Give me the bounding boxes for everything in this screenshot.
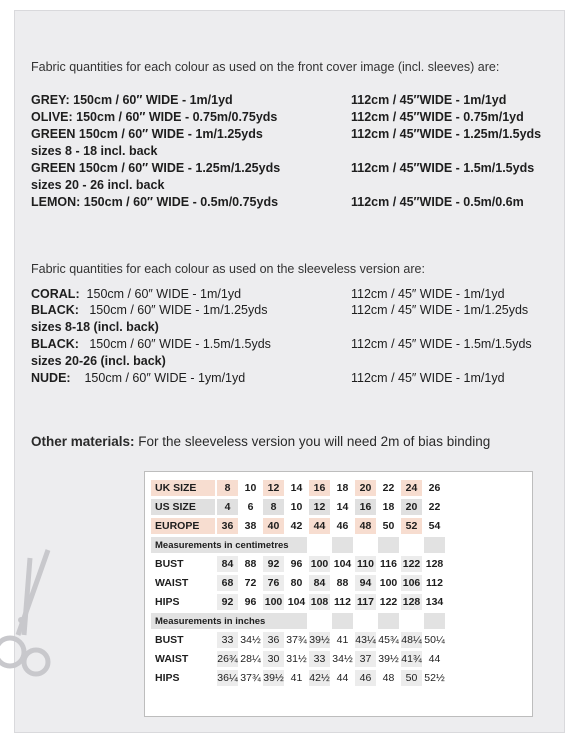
cm-measure-row bbox=[151, 575, 445, 591]
sleeveless-fabric-150 bbox=[31, 336, 271, 352]
measure-cell: 37 bbox=[355, 651, 376, 667]
size-cell: 12 bbox=[263, 480, 284, 496]
size-cell: 52 bbox=[401, 518, 422, 534]
size-cell: 8 bbox=[263, 499, 284, 515]
sleeveless-fabric-112: 112cm / 45″ WIDE - 1.5m/1.5yds bbox=[351, 337, 532, 351]
measure-cell: 88 bbox=[240, 556, 261, 572]
size-cell: 4 bbox=[217, 499, 238, 515]
measure-cell: 39½ bbox=[309, 634, 330, 646]
measure-label: WAIST bbox=[151, 575, 215, 591]
measure-cell: 42½ bbox=[309, 672, 330, 684]
front-fabric-150: LEMON: 150cm / 60″ WIDE - 0.5m/0.75yds bbox=[31, 195, 279, 209]
inch-heading-row bbox=[151, 613, 445, 629]
scissors-icon bbox=[0, 540, 60, 690]
sleeveless-fabric-150 bbox=[31, 319, 159, 335]
measure-cell: 50 bbox=[401, 670, 422, 686]
measure-cell: 92 bbox=[263, 556, 284, 572]
measure-cell: 46 bbox=[355, 670, 376, 686]
size-cell: 40 bbox=[263, 518, 284, 534]
front-fabric-150: GREEN 150cm / 60″ WIDE - 1m/1.25yds bbox=[31, 127, 263, 141]
sleeveless-fabric-112: 112cm / 45″ WIDE - 1m/1yd bbox=[351, 371, 505, 385]
measure-cell: 128 bbox=[425, 558, 444, 570]
measure-cell: 128 bbox=[402, 596, 421, 608]
measure-cell: 122 bbox=[402, 558, 421, 570]
measure-cell: 37¾ bbox=[286, 634, 307, 646]
fabric-width-text: 150cm / 60″ WIDE - 1m/1.25yds bbox=[78, 303, 268, 317]
row-label: UK SIZE bbox=[151, 480, 215, 496]
measure-cell: 100 bbox=[264, 596, 283, 608]
measure-cell: 122 bbox=[379, 596, 398, 608]
fabric-colour-label: BLACK: bbox=[31, 337, 79, 351]
section-fill bbox=[355, 537, 376, 553]
section-fill bbox=[424, 613, 445, 629]
measure-cell: 112 bbox=[332, 594, 353, 610]
section-fill bbox=[424, 537, 445, 553]
size-cell: 22 bbox=[424, 499, 445, 515]
measure-cell: 33 bbox=[309, 651, 330, 667]
fabric-colour-label: sizes 20-26 (incl. back) bbox=[31, 354, 166, 368]
front-intro: Fabric quantities for each colour as used on the front cover image (incl. sleeves) are: bbox=[31, 60, 500, 74]
measure-cell: 116 bbox=[378, 556, 399, 572]
sleeveless-fabric-150 bbox=[31, 370, 245, 386]
measure-cell: 110 bbox=[355, 556, 376, 572]
measure-cell: 50¼ bbox=[424, 634, 445, 646]
measure-cell: 92 bbox=[217, 594, 238, 610]
size-chart bbox=[144, 471, 533, 717]
fabric-width-text: 150cm / 60″ WIDE - 1m/1yd bbox=[79, 287, 242, 301]
size-cell: 18 bbox=[332, 480, 353, 496]
measure-cell: 31½ bbox=[286, 653, 307, 665]
measure-cell: 100 bbox=[379, 577, 398, 589]
measure-label: HIPS bbox=[151, 670, 215, 686]
size-cell: 26 bbox=[424, 480, 445, 496]
size-cell: 46 bbox=[332, 518, 353, 534]
measure-label: BUST bbox=[151, 556, 215, 572]
front-fabric-112: 112cm / 45″WIDE - 0.5m/0.6m bbox=[351, 195, 524, 209]
other-materials-text: For the sleeveless version you will need 2m of bias binding bbox=[134, 434, 491, 449]
measure-cell: 96 bbox=[286, 556, 307, 572]
measure-cell: 100 bbox=[310, 558, 329, 570]
measure-cell: 37¾ bbox=[240, 672, 261, 684]
size-cell: 48 bbox=[355, 518, 376, 534]
cm-heading-row bbox=[151, 537, 445, 553]
front-fabric-150: sizes 8 - 18 incl. back bbox=[31, 144, 158, 158]
section-fill bbox=[332, 537, 353, 553]
measure-cell: 41¾ bbox=[401, 653, 422, 665]
measure-cell: 41 bbox=[332, 632, 353, 648]
size-cell: 12 bbox=[309, 499, 330, 515]
front-fabric-150: GREEN 150cm / 60″ WIDE - 1.25m/1.25yds bbox=[31, 161, 281, 175]
measure-label: WAIST bbox=[151, 651, 215, 667]
front-fabric-112: 112cm / 45″WIDE - 0.75m/1yd bbox=[351, 110, 524, 124]
measure-cell: 104 bbox=[287, 596, 306, 608]
front-fabric-112: 112cm / 45″WIDE - 1m/1yd bbox=[351, 93, 507, 107]
size-cell: 10 bbox=[286, 499, 307, 515]
size-cell: 22 bbox=[378, 480, 399, 496]
measure-cell: 108 bbox=[310, 596, 329, 608]
fabric-colour-label: NUDE: bbox=[31, 371, 71, 385]
section-fill bbox=[332, 613, 353, 629]
measure-cell: 36¼ bbox=[217, 672, 238, 684]
measure-cell: 26¾ bbox=[217, 653, 238, 665]
measure-cell: 76 bbox=[263, 575, 284, 591]
us-size-row bbox=[151, 499, 445, 515]
size-cell: 24 bbox=[401, 480, 422, 496]
measure-label: HIPS bbox=[151, 594, 215, 610]
cm-measure-row bbox=[151, 594, 445, 610]
size-cell: 8 bbox=[217, 480, 238, 496]
measure-cell: 39½ bbox=[263, 672, 284, 684]
measure-cell: 44 bbox=[424, 651, 445, 667]
measure-cell: 52½ bbox=[424, 672, 445, 684]
europe-size-row bbox=[151, 518, 445, 534]
size-cell: 16 bbox=[309, 480, 330, 496]
front-fabric-112: 112cm / 45″WIDE - 1.25m/1.5yds bbox=[351, 127, 542, 141]
measure-cell: 68 bbox=[217, 575, 238, 591]
section-fill bbox=[309, 537, 330, 553]
front-fabric-150: sizes 20 - 26 incl. back bbox=[31, 178, 165, 192]
sleeveless-fabric-150 bbox=[31, 286, 241, 302]
fabric-colour-label: sizes 8-18 (incl. back) bbox=[31, 320, 159, 334]
other-materials-heading: Other materials: bbox=[31, 434, 135, 449]
measure-cell: 134 bbox=[425, 596, 444, 608]
fabric-colour-label: BLACK: bbox=[31, 303, 79, 317]
size-cell: 44 bbox=[309, 518, 330, 534]
size-cell: 42 bbox=[286, 518, 307, 534]
front-fabric-150: GREY: 150cm / 60″ WIDE - 1m/1yd bbox=[31, 93, 233, 107]
row-label: EUROPE bbox=[151, 518, 215, 534]
measure-cell: 36 bbox=[263, 632, 284, 648]
section-fill bbox=[355, 613, 376, 629]
measure-cell: 44 bbox=[332, 670, 353, 686]
size-cell: 38 bbox=[240, 518, 261, 534]
sleeveless-fabric-150 bbox=[31, 302, 267, 318]
measure-label: BUST bbox=[151, 632, 215, 648]
measure-cell: 72 bbox=[240, 575, 261, 591]
size-cell: 50 bbox=[378, 518, 399, 534]
sleeveless-fabric-112: 112cm / 45″ WIDE - 1m/1yd bbox=[351, 287, 505, 301]
inch-measure-row bbox=[151, 670, 445, 686]
size-cell: 14 bbox=[332, 499, 353, 515]
measure-cell: 28¼ bbox=[240, 653, 261, 665]
uk-size-row bbox=[151, 480, 445, 496]
inch-measure-row bbox=[151, 632, 445, 648]
size-cell: 14 bbox=[286, 480, 307, 496]
sleeveless-fabric-112: 112cm / 45″ WIDE - 1m/1.25yds bbox=[351, 303, 529, 317]
size-table bbox=[149, 477, 447, 689]
fabric-colour-label: CORAL: bbox=[31, 287, 80, 301]
sleeveless-fabric-150 bbox=[31, 353, 166, 369]
measure-cell: 43¼ bbox=[355, 634, 376, 646]
measure-cell: 39½ bbox=[378, 653, 399, 665]
size-cell: 20 bbox=[401, 499, 422, 515]
inch-measure-row bbox=[151, 651, 445, 667]
size-cell: 16 bbox=[355, 499, 376, 515]
size-cell: 54 bbox=[424, 518, 445, 534]
measure-cell: 104 bbox=[333, 558, 352, 570]
size-cell: 10 bbox=[240, 480, 261, 496]
front-fabric-150: OLIVE: 150cm / 60″ WIDE - 0.75m/0.75yds bbox=[31, 110, 278, 124]
size-cell: 20 bbox=[355, 480, 376, 496]
measure-cell: 48¼ bbox=[401, 634, 422, 646]
front-fabric-112: 112cm / 45″WIDE - 1.5m/1.5yds bbox=[351, 161, 535, 175]
measure-cell: 106 bbox=[402, 577, 421, 589]
measure-cell: 84 bbox=[309, 575, 330, 591]
section-heading: Measurements in inches bbox=[151, 613, 307, 629]
measure-cell: 45¾ bbox=[378, 634, 399, 646]
size-cell: 36 bbox=[217, 518, 238, 534]
row-label: US SIZE bbox=[151, 499, 215, 515]
measure-cell: 41 bbox=[286, 670, 307, 686]
cm-measure-row bbox=[151, 556, 445, 572]
measure-cell: 117 bbox=[355, 594, 376, 610]
fabric-width-text: 150cm / 60″ WIDE - 1.5m/1.5yds bbox=[78, 337, 271, 351]
section-heading: Measurements in centimetres bbox=[151, 537, 307, 553]
section-fill bbox=[401, 613, 422, 629]
size-cell: 18 bbox=[378, 499, 399, 515]
measure-cell: 34½ bbox=[240, 634, 261, 646]
section-fill bbox=[401, 537, 422, 553]
measure-cell: 88 bbox=[332, 575, 353, 591]
section-fill bbox=[309, 613, 330, 629]
other-materials bbox=[31, 434, 490, 449]
section-fill bbox=[378, 613, 399, 629]
size-cell: 6 bbox=[240, 499, 261, 515]
measure-cell: 84 bbox=[217, 556, 238, 572]
measure-cell: 48 bbox=[378, 670, 399, 686]
measure-cell: 30 bbox=[263, 651, 284, 667]
measure-cell: 80 bbox=[286, 575, 307, 591]
measure-cell: 96 bbox=[240, 594, 261, 610]
measure-cell: 94 bbox=[355, 575, 376, 591]
measure-cell: 33 bbox=[217, 632, 238, 648]
fabric-width-text: 150cm / 60″ WIDE - 1ym/1yd bbox=[70, 371, 246, 385]
sleeveless-intro: Fabric quantities for each colour as used on the sleeveless version are: bbox=[31, 262, 425, 276]
measure-cell: 112 bbox=[424, 575, 445, 591]
section-fill bbox=[378, 537, 399, 553]
measure-cell: 34½ bbox=[332, 653, 353, 665]
